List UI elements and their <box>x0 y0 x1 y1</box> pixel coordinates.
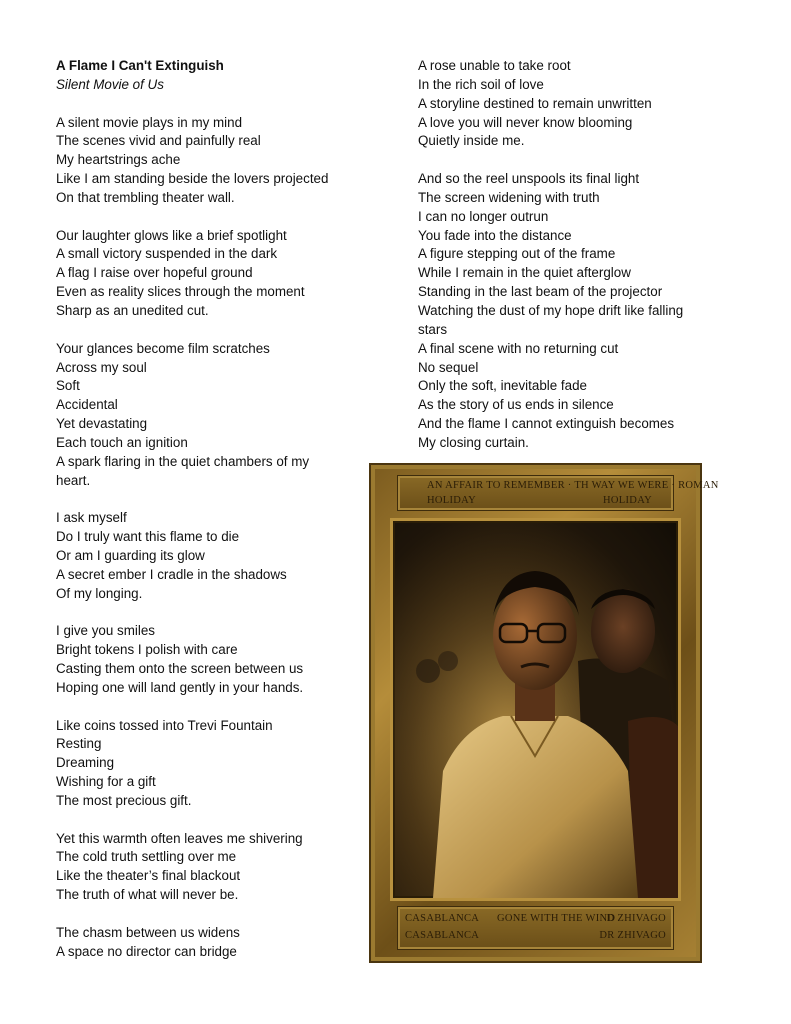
poem-line: stars <box>418 321 448 337</box>
poem-line: Like the theater’s final blackout <box>56 868 241 884</box>
poem-line: I ask myself <box>56 510 127 526</box>
top-plaque-line2-right: HOLIDAY <box>603 495 652 506</box>
stanza-gap <box>56 321 356 340</box>
poem-title: A Flame I Can't Extinguish <box>56 58 224 73</box>
poem-line: As the story of us ends in silence <box>418 397 614 413</box>
audience-silhouette <box>416 659 440 683</box>
top-plaque-line1: AN AFFAIR TO REMEMBER · TH WAY WE WERE · ROMAN <box>427 480 719 491</box>
poem-line: The truth of what will never be. <box>56 887 239 903</box>
poem-line: A spark flaring in the quiet chambers of my <box>56 453 310 469</box>
stanza-gap <box>56 208 356 227</box>
poem-line: A silent movie plays in my mind <box>56 114 243 130</box>
poem-line: Resting <box>56 736 102 752</box>
poem-line: Wishing for a gift <box>56 774 156 790</box>
poem-line: Only the soft, inevitable fade <box>418 378 587 394</box>
poem-line: Bright tokens I polish with care <box>56 642 238 658</box>
bottom-plaque-zhivago-2: DR ZHIVAGO <box>599 930 666 941</box>
painting-canvas <box>393 521 678 898</box>
main-man-shirt <box>433 716 638 898</box>
poem-line: Yet devastating <box>56 416 148 432</box>
poem-line: The most precious gift. <box>56 792 192 808</box>
poem-line: A love you will never know blooming <box>418 114 633 130</box>
poem-line: Accidental <box>56 397 118 413</box>
poem-line: Watching the dust of my hope drift like falling <box>418 302 684 318</box>
portrait-illustration <box>393 521 678 898</box>
stanza-gap <box>56 95 356 114</box>
poem-line: Or am I guarding its glow <box>56 547 205 563</box>
bottom-plaque-zhivago: D ZHIVAGO <box>606 913 666 924</box>
poem-line: Do I truly want this flame to die <box>56 529 240 545</box>
poem-line: No sequel <box>418 359 479 375</box>
bottom-plaque <box>397 906 674 950</box>
poem-line: And so the reel unspools its final light <box>418 171 640 187</box>
poem-line: A secret ember I cradle in the shadows <box>56 566 287 582</box>
poem-line: Yet this warmth often leaves me shivering <box>56 830 303 846</box>
right-lines <box>418 57 738 453</box>
stanza-gap <box>56 698 356 717</box>
poem-line: A flag I raise over hopeful ground <box>56 265 253 281</box>
poem-line: Of my longing. <box>56 585 143 601</box>
stanza-gap <box>56 905 356 924</box>
poem-line: Casting them onto the screen between us <box>56 661 304 676</box>
poem-line: Like coins tossed into Trevi Fountain <box>56 717 273 733</box>
poem-subtitle: Silent Movie of Us <box>56 76 164 92</box>
poem-line: Hoping one will land gently in your hands. <box>56 679 304 695</box>
poem-line: Across my soul <box>56 359 147 375</box>
poem-left-column <box>56 57 356 962</box>
poem-line: The screen widening with truth <box>418 189 600 205</box>
poem-line: A space no director can bridge <box>56 943 237 959</box>
poem-line: Each touch an ignition <box>56 434 188 450</box>
poem-line: Standing in the last beam of the projector <box>418 284 663 300</box>
poem-line: While I remain in the quiet afterglow <box>418 265 631 281</box>
top-plaque-line2-left: HOLIDAY <box>427 495 476 506</box>
poem-line: Like I am standing beside the lovers projected <box>56 171 329 187</box>
bottom-plaque-casablanca: CASABLANCA <box>405 913 480 924</box>
top-plaque <box>397 475 719 511</box>
poem-line: Soft <box>56 378 80 394</box>
poem-line: A final scene with no returning cut <box>418 340 619 356</box>
poem-line: A small victory suspended in the dark <box>56 246 278 262</box>
poem-line: I give you smiles <box>56 623 155 639</box>
poem-line: The chasm between us widens <box>56 924 240 940</box>
poem-line: A rose unable to take root <box>418 58 571 73</box>
poem-line: Your glances become film scratches <box>56 340 270 356</box>
poem-line: A figure stepping out of the frame <box>418 246 616 262</box>
poem-line: My heartstrings ache <box>56 152 181 168</box>
poem-line: Our laughter glows like a brief spotlight <box>56 227 287 243</box>
poem-line: heart. <box>56 472 91 488</box>
poem-line: I can no longer outrun <box>418 208 549 224</box>
stanza-gap <box>418 151 738 170</box>
stanza-gap <box>56 603 356 622</box>
poem-line: And the flame I cannot extinguish becomes <box>418 416 675 432</box>
poem-line: My closing curtain. <box>418 434 529 450</box>
poem-line: In the rich soil of love <box>418 76 544 92</box>
audience-silhouette <box>438 651 458 671</box>
poem-right-column <box>418 57 738 453</box>
left-lines <box>56 114 356 962</box>
poem-line: You fade into the distance <box>418 227 572 243</box>
bottom-plaque-gwtw: GONE WITH THE WIND <box>497 913 616 924</box>
poem-line: Sharp as an unedited cut. <box>56 302 209 318</box>
poem-line: Even as reality slices through the moment <box>56 284 305 300</box>
stanza-gap <box>56 811 356 830</box>
poem-line: Quietly inside me. <box>418 133 525 149</box>
poem-line: The cold truth settling over me <box>56 849 237 865</box>
poem-line: Dreaming <box>56 755 115 771</box>
poem-line: On that trembling theater wall. <box>56 189 235 205</box>
poem-line: A storyline destined to remain unwritten <box>418 95 652 111</box>
stanza-gap <box>56 490 356 509</box>
cinema-painting <box>369 463 719 963</box>
bottom-plaque-casablanca-2: CASABLANCA <box>405 930 480 941</box>
poem-line: The scenes vivid and painfully real <box>56 133 261 149</box>
